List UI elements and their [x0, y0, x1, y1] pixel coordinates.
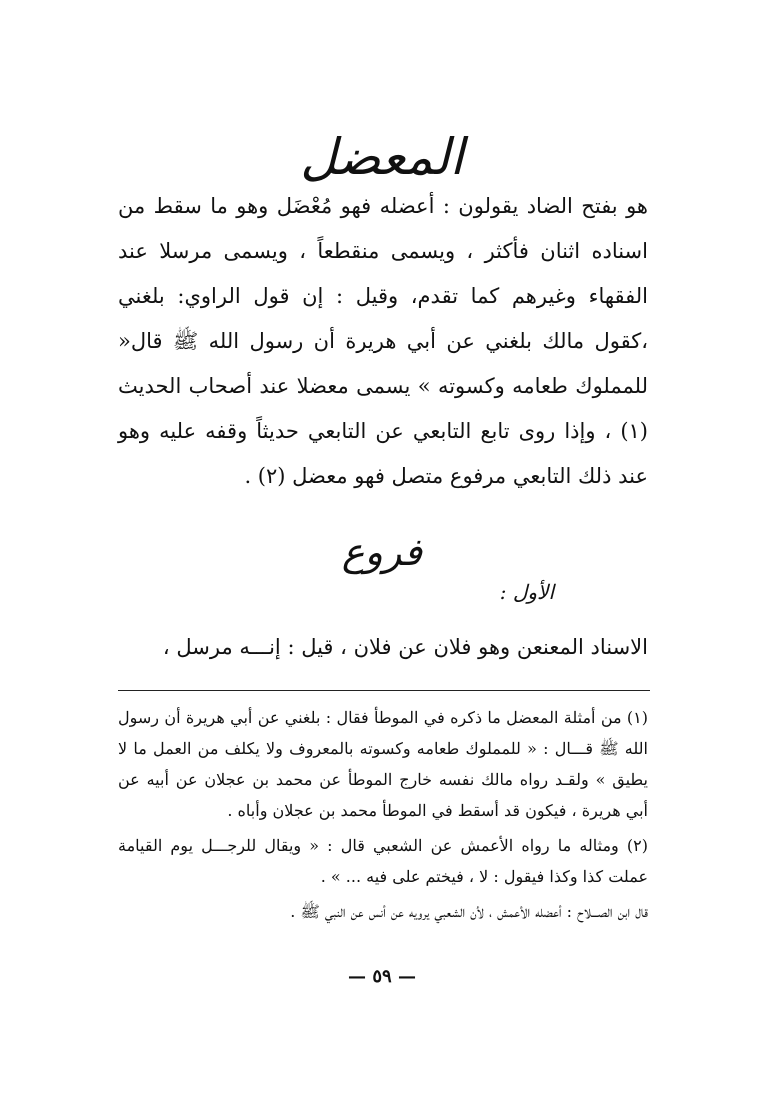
footnote-1: (١) من أمثلة المعضل ما ذكره في الموطأ فقال : بلغني عن أبي هريرة أن رسول الله ﷺ قـــال : « للمملوك طعامه وكسوته بالمعروف ولا يكلف من العمل ما لا يطيق » ولقـد رواه مالك نفسه خارج الموطأ عن محمد بن عجلان عن أبيه عن أبي هريرة ، فيكون قد أسقط في الموطأ محمد بن عجلان وأباه .	[118, 708, 648, 820]
footnote-2: (٢) ومثاله ما رواه الأعمش عن الشعبي قال : « ويقال للرجـــل يوم القيامة عملت كذا وكذا فيقول : لا ، فيختم على فيه ... » .	[118, 836, 648, 886]
section-subtitle: فروع	[341, 530, 423, 574]
branch-paragraph: الاسناد المعنعن وهو فلان عن فلان ، قيل : إنـــه مرسل ،	[162, 635, 648, 659]
footnote-divider	[118, 690, 650, 691]
footnotes	[118, 702, 648, 931]
chapter-title: المعضل	[300, 128, 464, 186]
footnote-3: قال ابن الصـــلاح : أعضله الأعمش ، لأن الشعبي يرويه عن أنس عن النبي ﷺ .	[290, 902, 648, 921]
main-text	[118, 184, 648, 499]
page-number: — ٥٩ —	[348, 966, 416, 987]
first-branch-label: الأول :	[499, 580, 554, 604]
branch-text	[118, 625, 648, 670]
main-paragraph: هو بفتح الضاد يقولون : أعضله فهو مُعْضَل وهو ما سقط من اسناده اثنان فأكثر ، ويسمى منقطعاً ، ويسمى مرسلا عند الفقهاء وغيرهم كما تقدم، وقيل : إن قول الراوي: بلغني ،كقول مالك بلغني عن أبي هريرة أن رسول الله ﷺ قال« للمملوك طعامه وكسوته » يسمى معضلا عند أصحاب الحديث (١) ، وإذا روى تابع التابعي عن التابعي حديثاً وقفه عليه وهو عند ذلك التابعي مرفوع متصل فهو معضل (٢) .	[118, 194, 648, 488]
